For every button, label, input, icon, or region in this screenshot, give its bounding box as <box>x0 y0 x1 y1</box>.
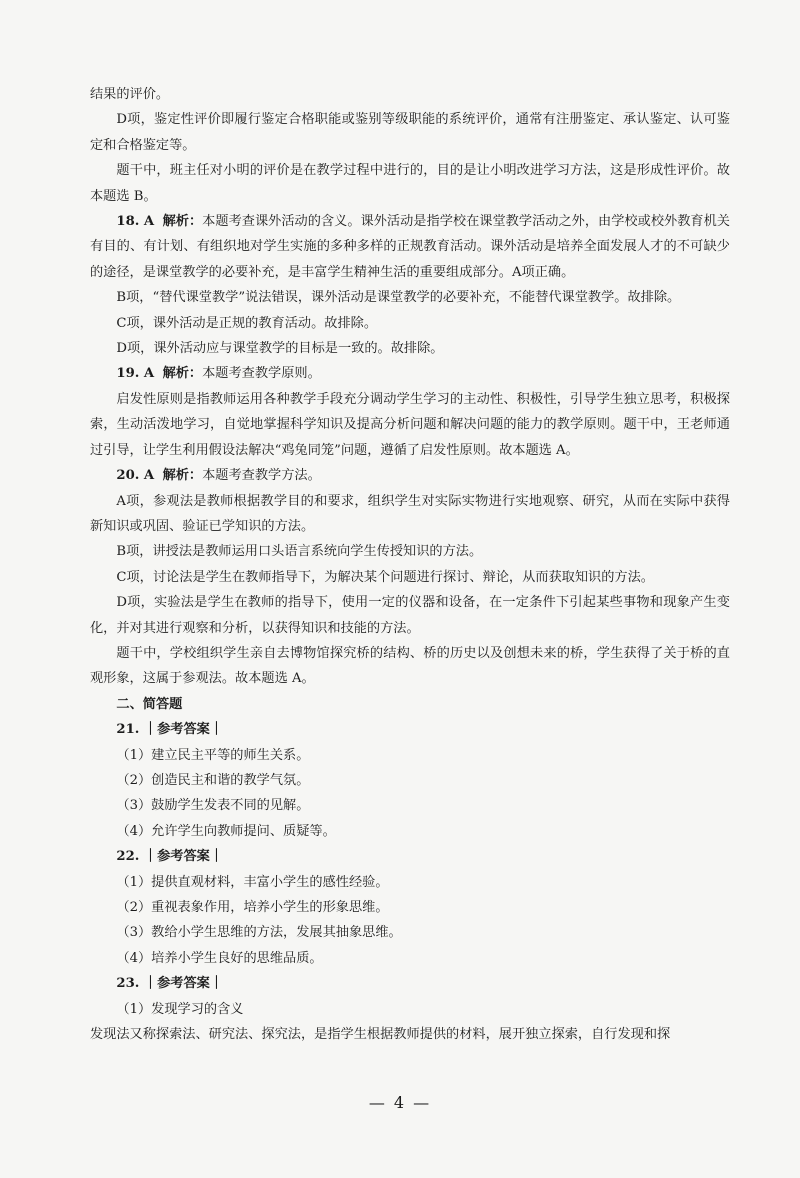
list-item: （2）重视表象作用，培养小学生的形象思维。 <box>116 900 389 915</box>
paragraph-q19-body: 启发性原则是指教师运用各种教学手段充分调动学生学习的主动性、积极性，引导学生独立思考，积极探索，生动活泼地学习，自觉地掌握科学知识及提高分析问题和解决问题的能力的教学原则。题干中，王老师通过引导，让学生利用假设法解决“鸡兔同笼”问题，遵循了启发性原则。故本题选 A。 <box>90 391 730 458</box>
answer-heading-22: 22. ｜参考答案｜ <box>116 849 224 865</box>
analysis-text: 本题考查教学原则。 <box>202 366 321 382</box>
paragraph-q20-conclusion: 题干中，学校组织学生亲自去博物馆探究桥的结构、桥的历史以及创想未来的桥，学生获得了关于桥的直观形象，这属于参观法。故本题选 A。 <box>90 645 730 687</box>
paragraph-q18 <box>90 209 730 285</box>
paragraph-continuation: 结果的评价。 <box>90 87 170 102</box>
answer-heading-21: 21. ｜参考答案｜ <box>116 722 224 738</box>
document-body <box>90 82 730 1047</box>
paragraph-q18-d: D项，课外活动应与课堂教学的目标是一致的。故排除。 <box>116 341 444 357</box>
paragraph-discovery-learning: 发现法又称探索法、研究法、探究法，是指学生根据教师提供的材料，展开独立探索，自行发现和探 <box>90 1027 671 1043</box>
page-number: — 4 — <box>368 1093 432 1112</box>
question-number: 20. A <box>116 468 155 484</box>
analysis-label: 解析： <box>162 468 203 484</box>
question-number: 18. A <box>116 214 155 230</box>
paragraph-q20-d: D项，实验法是学生在教师的指导下，使用一定的仪器和设备，在一定条件下引起某些事物和现象产生变化，并对其进行观察和分析，以获得知识和技能的方法。 <box>90 595 730 636</box>
list-item: （1）发现学习的含义 <box>116 1001 244 1017</box>
list-item: （1）建立民主平等的师生关系。 <box>116 747 310 763</box>
paragraph-q18-b: B项，“替代课堂教学”说法错误，课外活动是课堂教学的必要补充，不能替代课堂教学。故排除。 <box>116 290 681 306</box>
paragraph-q20 <box>90 463 730 488</box>
analysis-text: 本题考查课外活动的含义。课外活动是指学校在课堂教学活动之外，由学校或校外教育机关有目的、有计划、有组织地对学生实施的多种多样的正规教育活动。课外活动是培养全面发展人才的不可缺少的途径，是课堂教学的必要补充，是丰富学生精神生活的重要组成部分。A项正确。 <box>90 214 730 280</box>
paragraph-q20-b: B项，讲授法是教师运用口头语言系统向学生传授知识的方法。 <box>116 544 483 560</box>
analysis-label: 解析： <box>162 214 203 230</box>
question-number: 19. A <box>116 366 155 382</box>
list-item: （4）培养小学生良好的思维品质。 <box>116 950 323 966</box>
list-item: （2）创造民主和谐的教学气氛。 <box>116 772 310 788</box>
paragraph-q17-conclusion: 题干中，班主任对小明的评价是在教学过程中进行的，目的是让小明改进学习方法，这是形成性评价。故本题选 B。 <box>90 163 730 204</box>
answer-heading-23: 23. ｜参考答案｜ <box>116 976 224 992</box>
paragraph-q20-a: A项，参观法是教师根据教学目的和要求，组织学生对实际实物进行实地观察、研究，从而在实际中获得新知识或巩固、验证已学知识的方法。 <box>90 493 730 534</box>
paragraph-q19 <box>90 361 730 386</box>
analysis-label: 解析： <box>162 366 203 382</box>
list-item: （3）鼓励学生发表不同的见解。 <box>116 798 310 814</box>
paragraph-option-d: D项，鉴定性评价即履行鉴定合格职能或鉴别等级职能的系统评价，通常有注册鉴定、承认鉴定、认可鉴定和合格鉴定等。 <box>90 112 730 153</box>
paragraph-q18-c: C项，课外活动是正规的教育活动。故排除。 <box>116 315 378 331</box>
paragraph-q20-c: C项，讨论法是学生在教师指导下，为解决某个问题进行探讨、辩论，从而获取知识的方法。 <box>116 569 654 585</box>
list-item: （1）提供直观材料，丰富小学生的感性经验。 <box>116 874 389 890</box>
list-item: （4）允许学生向教师提问、质疑等。 <box>116 823 336 839</box>
section-heading: 二、简答题 <box>116 696 183 712</box>
analysis-text: 本题考查教学方法。 <box>202 468 321 484</box>
list-item: （3）教给小学生思维的方法，发展其抽象思维。 <box>116 925 402 941</box>
